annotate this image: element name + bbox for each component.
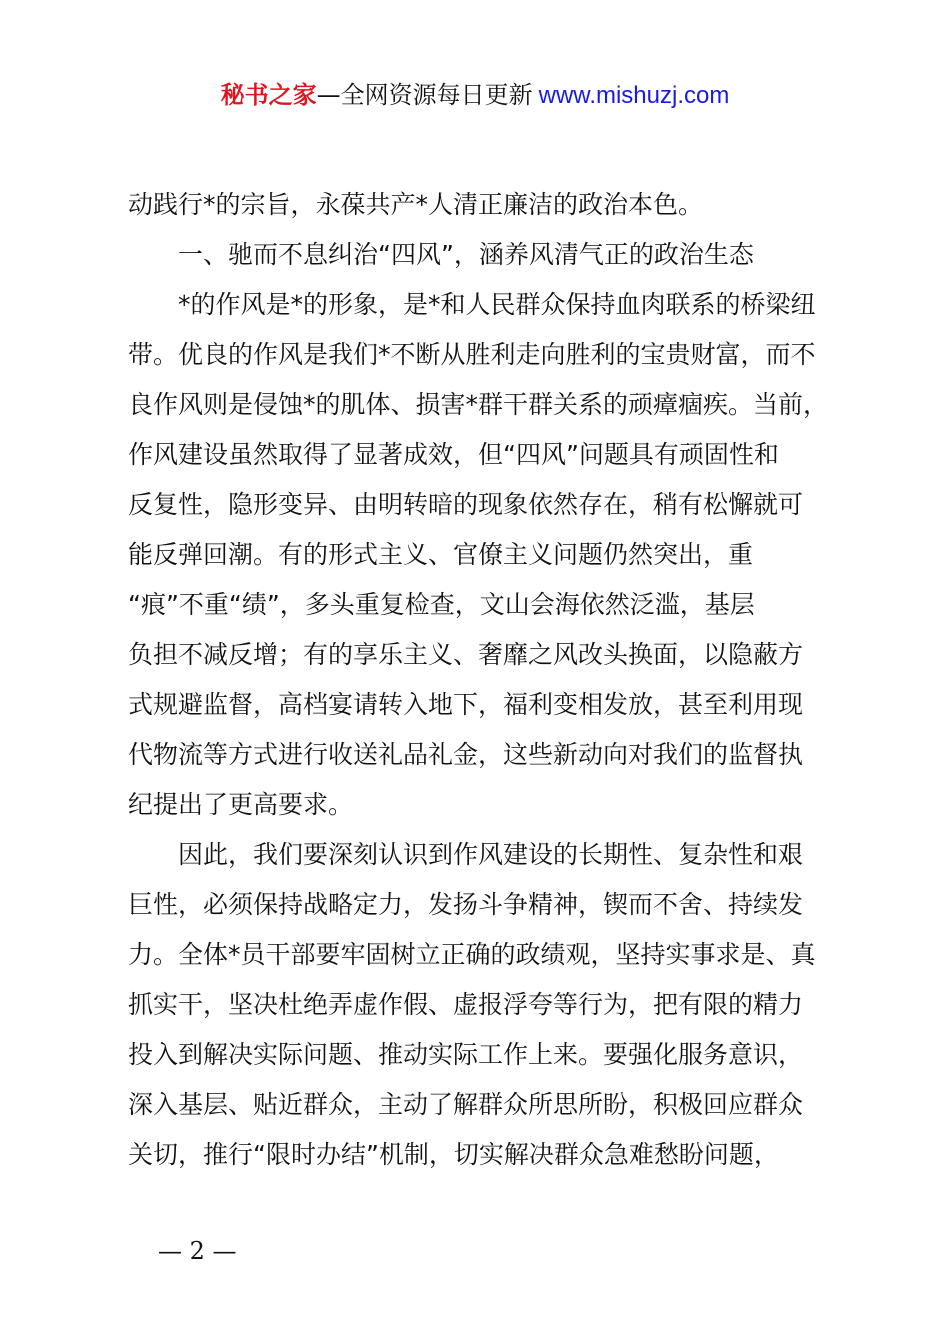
section-heading: 一、驰而不息纠治“四风”，涵养风清气正的政治生态 [178, 240, 754, 269]
text-line: 良作风则是侵蚀*的肌体、损害*群干群关系的顽瘴痼疾。当前， [128, 390, 829, 419]
page-header [0, 78, 950, 113]
text-line: 能反弹回潮。有的形式主义、官僚主义问题仍然突出，重 [128, 540, 754, 569]
text-line: 关切，推行“限时办结”机制，切实解决群众急难愁盼问题， [128, 1140, 779, 1169]
text-line: 投入到解决实际问题、推动实际工作上来。要强化服务意识， [128, 1040, 804, 1069]
header-tagline: —全网资源每日更新 [316, 81, 533, 109]
text-line: 负担不减反增；有的享乐主义、奢靡之风改头换面，以隐蔽方 [128, 640, 804, 669]
text-line: 深入基层、贴近群众，主动了解群众所思所盼，积极回应群众 [128, 1090, 804, 1119]
page-number: — 2 — [158, 1237, 237, 1265]
text-line: *的作风是*的形象，是*和人民群众保持血肉联系的桥梁纽 [178, 290, 816, 319]
text-line: 抓实干，坚决杜绝弄虚作假、虚报浮夸等行为，把有限的精力 [128, 990, 804, 1019]
text-line: 动践行*的宗旨，永葆共产*人清正廉洁的政治本色。 [128, 190, 704, 219]
brand-name: 秘书之家 [220, 81, 317, 109]
text-line: 作风建设虽然取得了显著成效，但“四风”问题具有顽固性和 [128, 440, 779, 469]
text-line: 带。优良的作风是我们*不断从胜利走向胜利的宝贵财富，而不 [128, 340, 816, 369]
text-line: 纪提出了更高要求。 [128, 790, 354, 819]
text-line: 反复性，隐形变异、由明转暗的现象依然存在，稍有松懈就可 [128, 490, 804, 519]
text-line: “痕”不重“绩”，多头重复检查，文山会海依然泛滥，基层 [128, 590, 755, 619]
website-link[interactable]: www.mishuzj.com [538, 82, 730, 109]
document-body [128, 180, 838, 1180]
text-line: 代物流等方式进行收送礼品礼金，这些新动向对我们的监督执 [128, 740, 804, 769]
text-line: 因此，我们要深刻认识到作风建设的长期性、复杂性和艰 [178, 840, 804, 869]
text-line: 巨性，必须保持战略定力，发扬斗争精神，锲而不舍、持续发 [128, 890, 804, 919]
text-line: 式规避监督，高档宴请转入地下，福利变相发放，甚至利用现 [128, 690, 804, 719]
text-line: 力。全体*员干部要牢固树立正确的政绩观，坚持实事求是、真 [128, 940, 816, 969]
